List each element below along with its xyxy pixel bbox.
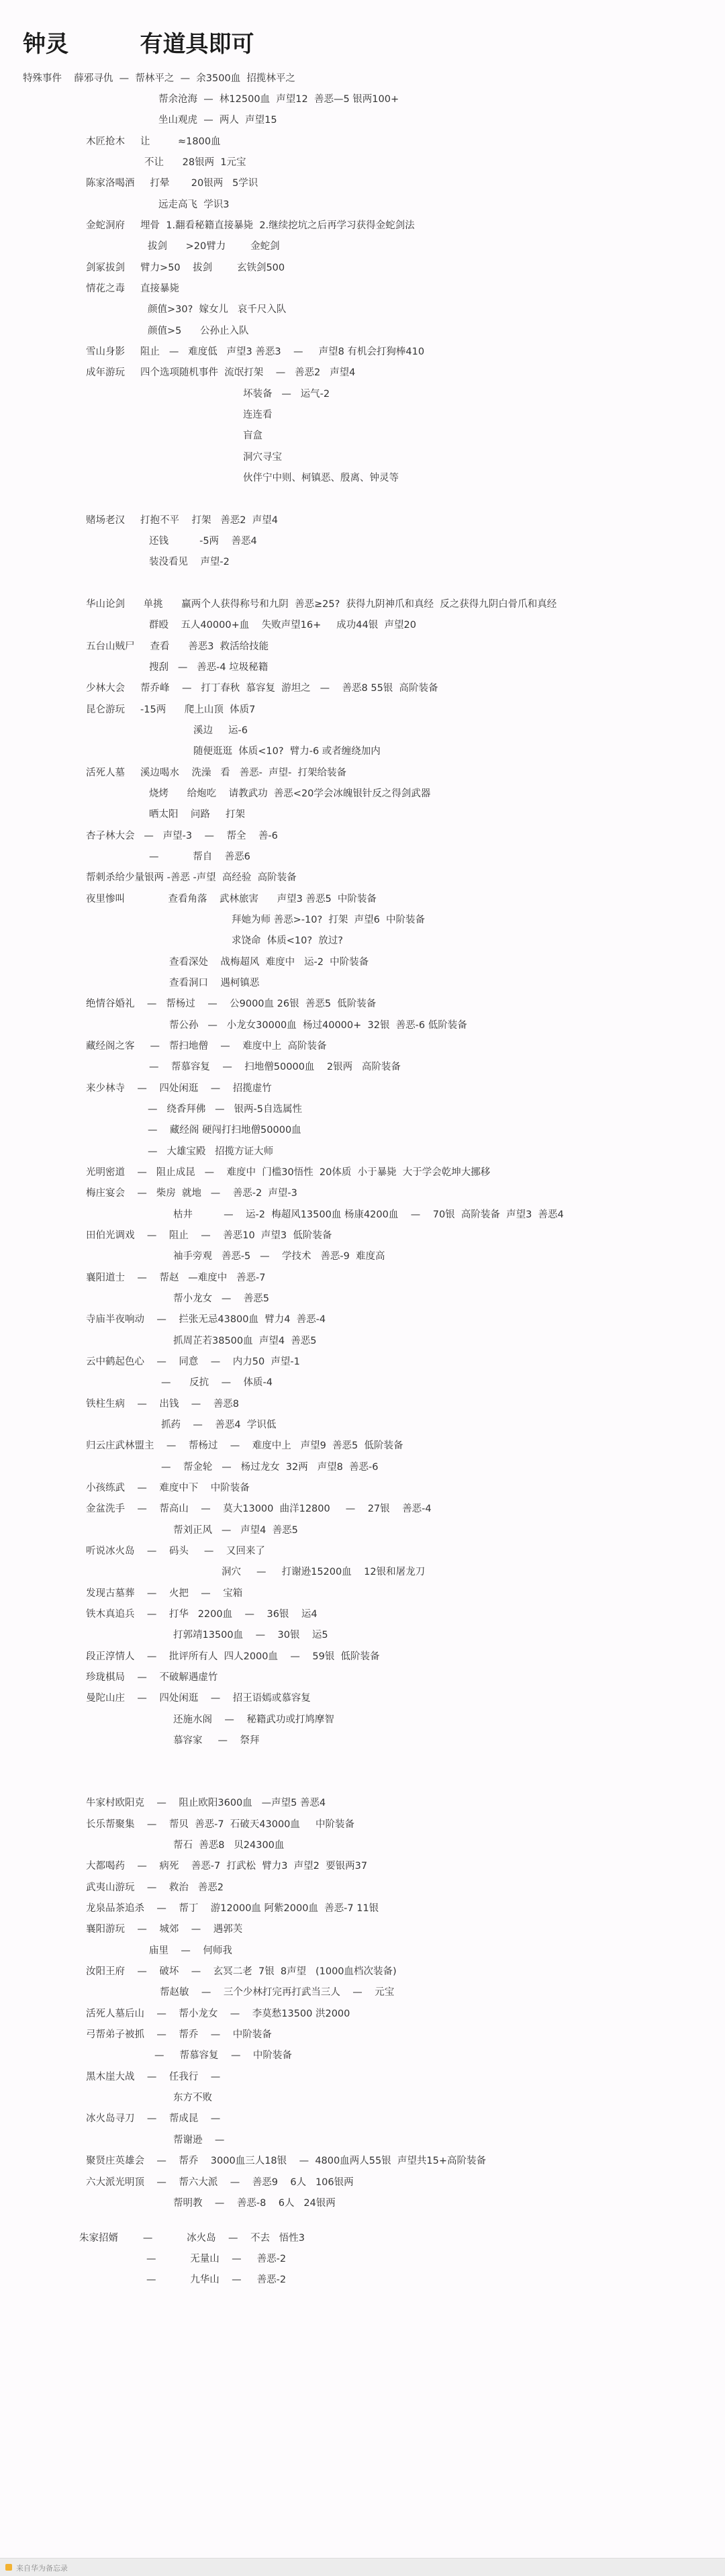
event-line: 少林大会 帮乔峰 — 打丁春秋 慕容复 游坦之 — 善恶8 55银 高阶装备 bbox=[86, 683, 438, 694]
event-line: — 无量山 — 善恶-2 bbox=[146, 2254, 287, 2264]
event-line: 搜刮 — 善恶-4 垃圾秘籍 bbox=[149, 662, 269, 673]
event-line: 拜她为师 善恶>-10? 打架 声望6 中阶装备 bbox=[232, 915, 426, 925]
event-line: 不让 28银两 1元宝 bbox=[144, 157, 246, 168]
event-line: 洞穴 — 打谢逊15200血 12银和屠龙刀 bbox=[222, 1567, 426, 1577]
event-line: 远走高飞 学识3 bbox=[158, 199, 230, 210]
event-line: 抓周芷若38500血 声望4 善恶5 bbox=[173, 1336, 317, 1346]
event-line: 长乐帮聚集 — 帮贝 善恶-7 石破天43000血 中阶装备 bbox=[86, 1819, 354, 1830]
event-line: — 帮金轮 — 杨过龙女 32两 声望8 善恶-6 bbox=[161, 1462, 379, 1473]
page-title: 钟灵 有道具即可 bbox=[23, 31, 254, 58]
event-line: 襄阳游玩 — 城郊 — 遇郭芙 bbox=[86, 1924, 243, 1935]
event-line: 铁木真追兵 — 打华 2200血 — 36银 运4 bbox=[86, 1609, 318, 1620]
event-line: 查看深处 战梅超风 难度中 运-2 中阶装备 bbox=[169, 957, 369, 968]
event-line: 庙里 — 何师我 bbox=[149, 1945, 232, 1956]
event-line: 梅庄宴会 — 柴房 就地 — 善恶-2 声望-3 bbox=[86, 1188, 297, 1199]
event-line: 田伯光调戏 — 阻止 — 善恶10 声望3 低阶装备 bbox=[86, 1230, 332, 1241]
event-line: 弓帮弟子被抓 — 帮乔 — 中阶装备 bbox=[86, 2029, 272, 2040]
event-line: 帮公孙 — 小龙女30000血 杨过40000+ 32银 善恶-6 低阶装备 bbox=[169, 1020, 467, 1031]
memo-app-icon bbox=[5, 2564, 12, 2571]
event-line: 牛家村欧阳克 — 阻止欧阳3600血 —声望5 善恶4 bbox=[86, 1798, 326, 1808]
event-line: 帮刘正风 — 声望4 善恶5 bbox=[173, 1525, 298, 1536]
event-line: 盲盒 bbox=[243, 430, 262, 441]
event-line: 求饶命 体质<10? 放过? bbox=[232, 935, 343, 946]
event-line: 帮余沧海 — 林12500血 声望12 善恶—5 银两100+ bbox=[158, 94, 399, 105]
event-line: 活死人墓 溪边喝水 洗澡 看 善恶- 声望- 打架给装备 bbox=[86, 768, 347, 778]
event-line: 发现古墓葬 — 火把 — 宝箱 bbox=[86, 1588, 243, 1599]
event-line: 还施水阁 — 秘籍武功或打鸠摩智 bbox=[173, 1714, 334, 1725]
event-line: 情花之毒 直接暴毙 bbox=[86, 283, 180, 294]
event-line: 曼陀山庄 — 四处闲逛 — 招王语嫣或慕容复 bbox=[86, 1693, 311, 1704]
event-line: — 藏经阁 硬闯打扫地僧50000血 bbox=[148, 1125, 301, 1136]
event-line: 还钱 -5两 善恶4 bbox=[149, 536, 257, 547]
event-line: 绝情谷婚礼 — 帮杨过 — 公9000血 26银 善恶5 低阶装备 bbox=[86, 999, 377, 1009]
event-line: 坏装备 — 运气-2 bbox=[243, 389, 330, 400]
event-line: 雪山身影 阻止 — 难度低 声望3 善恶3 — 声望8 有机会打狗棒410 bbox=[86, 347, 425, 357]
event-line: 颜值>30? 嫁女儿 哀千尺入队 bbox=[148, 304, 287, 315]
event-line: 云中鹤起色心 — 同意 — 内力50 声望-1 bbox=[86, 1356, 300, 1367]
event-line: 袖手旁观 善恶-5 — 学技术 善恶-9 难度高 bbox=[173, 1251, 385, 1262]
event-line: 拔剑 >20臂力 金蛇剑 bbox=[148, 241, 280, 252]
event-line: 打郭靖13500血 — 30银 运5 bbox=[173, 1630, 328, 1641]
event-line: — 反抗 — 体质-4 bbox=[161, 1377, 273, 1388]
event-line: 小孩练武 — 难度中下 中阶装备 bbox=[86, 1483, 250, 1493]
event-line: 龙泉品茶追杀 — 帮丁 游12000血 阿紫2000血 善恶-7 11银 bbox=[86, 1903, 379, 1914]
event-line: — 绕香拜佛 — 银两-5自选属性 bbox=[148, 1104, 302, 1115]
event-line: 活死人墓后山 — 帮小龙女 — 李莫愁13500 洪2000 bbox=[86, 2009, 350, 2019]
event-line: 赌场老汉 打抱不平 打架 善恶2 声望4 bbox=[86, 515, 278, 526]
event-line: 成年游玩 四个选项随机事件 流氓打架 — 善恶2 声望4 bbox=[86, 367, 356, 378]
event-line: 来少林寺 — 四处闲逛 — 招揽虚竹 bbox=[86, 1083, 272, 1094]
event-line: 溪边 运-6 bbox=[193, 725, 248, 736]
event-line: 襄阳道士 — 帮赵 —难度中 善恶-7 bbox=[86, 1273, 266, 1283]
event-line: 剑冢拔剑 臂力>50 拔剑 玄铁剑500 bbox=[86, 263, 285, 273]
event-line: 颜值>5 公孙止入队 bbox=[148, 326, 249, 336]
event-line: 洞穴寻宝 bbox=[243, 452, 282, 463]
footer-source-text: 来自华为备忘录 bbox=[16, 2564, 68, 2573]
event-line: 帮明教 — 善恶-8 6人 24银两 bbox=[173, 2198, 336, 2209]
event-line: — 帮自 善恶6 bbox=[149, 852, 250, 862]
event-line: 珍珑棋局 — 不破解遇虚竹 bbox=[86, 1672, 218, 1683]
event-line: 金蛇洞府 埋骨 1.翻看秘籍直接暴毙 2.继续挖坑之后再学习获得金蛇剑法 bbox=[86, 220, 415, 231]
event-line: — 帮慕容复 — 中阶装备 bbox=[154, 2050, 292, 2061]
event-line: 帮石 善恶8 贝24300血 bbox=[173, 1840, 285, 1851]
event-line: 连连看 bbox=[243, 410, 273, 420]
event-line: 武夷山游玩 — 救治 善恶2 bbox=[86, 1882, 224, 1893]
event-line: 晒太阳 问路 打架 bbox=[149, 809, 245, 820]
event-line: — 九华山 — 善恶-2 bbox=[146, 2274, 287, 2285]
event-line: 陈家洛喝酒 打晕 20银两 5学识 bbox=[86, 178, 258, 189]
event-line: 帮赵敏 — 三个少林打完再打武当三人 — 元宝 bbox=[160, 1987, 395, 1998]
event-line: 东方不败 bbox=[173, 2092, 212, 2103]
event-line: 大都喝药 — 病死 善恶-7 打武松 臂力3 声望2 要银两37 bbox=[86, 1861, 368, 1872]
event-line: — 大雄宝殿 招揽方证大师 bbox=[148, 1146, 274, 1157]
event-line: 木匠抢木 让 ≈1800血 bbox=[86, 136, 221, 147]
event-line: 聚贤庄英雄会 — 帮乔 3000血三人18银 — 4800血两人55银 声望共15+高阶装备 bbox=[86, 2156, 486, 2166]
event-line: 华山论剑 单挑 赢两个人获得称号和九阴 善恶≥25? 获得九阴神爪和真经 反之获得九阴白骨爪和真经 bbox=[86, 599, 557, 610]
event-line: 随便逛逛 体质<10? 臂力-6 或者缠绕加内 bbox=[193, 746, 381, 757]
event-line: 朱家招婿 — 冰火岛 — 不去 悟性3 bbox=[79, 2233, 305, 2244]
event-line: 藏经阁之客 — 帮扫地僧 — 难度中上 高阶装备 bbox=[86, 1041, 327, 1052]
event-line: 汝阳王府 — 破坏 — 玄冥二老 7银 8声望 (1000血档次装备) bbox=[86, 1966, 397, 1977]
event-line: 特殊事件 薛邪寻仇 — 帮林平之 — 余3500血 招揽林平之 bbox=[23, 73, 295, 84]
event-line: 装没看见 声望-2 bbox=[149, 557, 230, 567]
event-line: 六大派光明顶 — 帮六大派 — 善恶9 6人 106银两 bbox=[86, 2177, 354, 2188]
event-line: 黑木崖大战 — 任我行 — bbox=[86, 2072, 221, 2082]
event-line: 帮谢逊 — bbox=[173, 2135, 225, 2146]
event-line: 听说冰火岛 — 码头 — 又回来了 bbox=[86, 1546, 265, 1557]
event-line: 伙伴宁中则、柯镇恶、殷离、钟灵等 bbox=[243, 473, 399, 484]
event-line: 归云庄武林盟主 — 帮杨过 — 难度中上 声望9 善恶5 低阶装备 bbox=[86, 1440, 403, 1451]
event-line: — 帮慕容复 — 扫地僧50000血 2银两 高阶装备 bbox=[149, 1062, 401, 1072]
event-line: 寺庙半夜响动 — 拦张无忌43800血 臂力4 善恶-4 bbox=[86, 1314, 326, 1325]
event-line: 光明密道 — 阻止成昆 — 难度中 门槛30悟性 20体质 小于暴毙 大于学会乾坤大挪移 bbox=[86, 1167, 491, 1178]
footer-bar bbox=[0, 2558, 725, 2576]
event-line: 帮小龙女 — 善恶5 bbox=[173, 1293, 269, 1304]
event-line: 杏子林大会 — 声望-3 — 帮全 善-6 bbox=[86, 831, 278, 841]
event-line: 昆仑游玩 -15两 爬上山顶 体质7 bbox=[86, 704, 256, 715]
event-line: 金盆洗手 — 帮高山 — 莫大13000 曲洋12800 — 27银 善恶-4 bbox=[86, 1504, 432, 1514]
event-line: 群殴 五人40000+血 失败声望16+ 成功44银 声望20 bbox=[149, 620, 416, 631]
event-line: 查看洞口 遇柯镇恶 bbox=[169, 978, 260, 988]
event-line: 段正淳情人 — 批评所有人 四人2000血 — 59银 低阶装备 bbox=[86, 1651, 380, 1662]
event-line: 铁柱生病 — 出钱 — 善恶8 bbox=[86, 1399, 239, 1410]
event-line: 抓药 — 善恶4 学识低 bbox=[161, 1420, 277, 1430]
event-line: 坐山观虎 — 两人 声望15 bbox=[158, 115, 277, 126]
event-line: 冰火岛寻刀 — 帮成昆 — bbox=[86, 2113, 221, 2124]
event-line: 帮刺杀给少量银两 -善恶 -声望 高经验 高阶装备 bbox=[86, 872, 297, 883]
event-line: 烧烤 给炮吃 请教武功 善恶<20学会冰魄银针反之得剑武器 bbox=[149, 788, 431, 799]
event-line: 枯井 — 运-2 梅超风13500血 杨康4200血 — 70银 高阶装备 声望3 善恶4 bbox=[173, 1209, 564, 1220]
event-line: 五台山贼尸 查看 善恶3 救活给技能 bbox=[86, 641, 269, 652]
event-line: 慕容家 — 祭拜 bbox=[173, 1735, 260, 1746]
event-line: 夜里惨叫 查看角落 武林旅害 声望3 善恶5 中阶装备 bbox=[86, 894, 377, 905]
